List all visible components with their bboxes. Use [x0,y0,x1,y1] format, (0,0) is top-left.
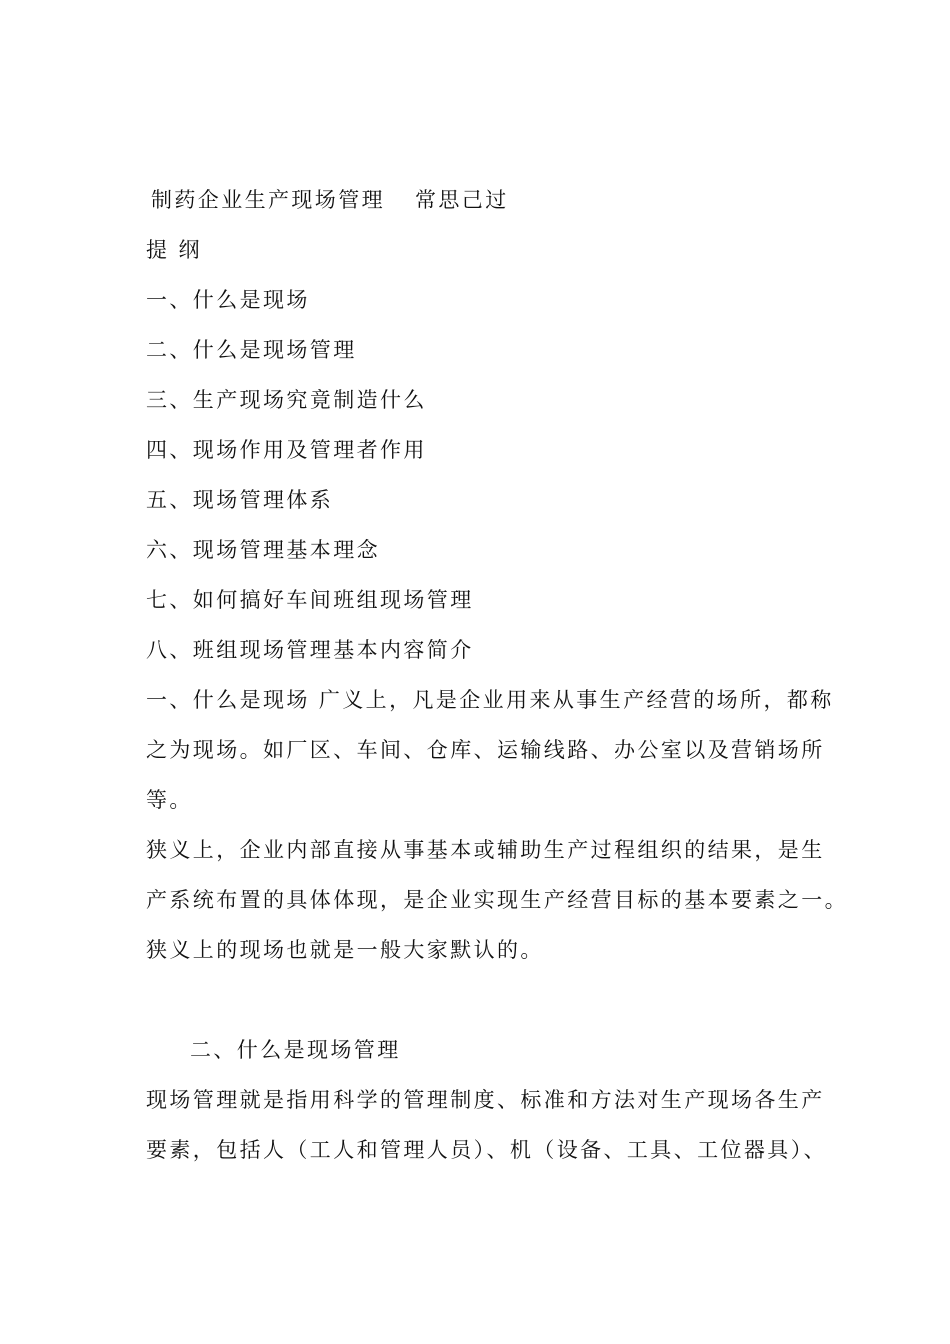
section2-paragraph-line: 要素，包括人（工人和管理人员）、机（设备、工具、工位器具）、 [146,1138,827,1162]
outline-item: 六、现场管理基本理念 [146,538,380,562]
section1-paragraph-line: 狭义上，企业内部直接从事基本或辅助生产过程组织的结果，是生 [146,838,825,862]
section1-paragraph-line: 等。 [146,788,193,812]
outline-item: 五、现场管理体系 [146,488,334,512]
section2-heading: 二、什么是现场管理 [190,1038,401,1062]
section1-paragraph-line: 之为现场。如厂区、车间、仓库、运输线路、办公室以及营销场所 [146,738,825,762]
section1-paragraph-line: 产系统布置的具体体现，是企业实现生产经营目标的基本要素之一。 [146,888,848,912]
outline-item: 七、如何搞好车间班组现场管理 [146,588,474,612]
section1-paragraph-line: 一、什么是现场 广义上，凡是企业用来从事生产经营的场所，都称 [146,688,834,712]
document-author: 常思己过 [415,188,509,212]
outline-item: 三、生产现场究竟制造什么 [146,388,427,412]
document-title: 制药企业生产现场管理 [151,188,385,212]
outline-heading: 提 纲 [146,238,202,262]
document-title-line [151,187,509,213]
outline-item: 二、什么是现场管理 [146,338,357,362]
section2-paragraph-line: 现场管理就是指用科学的管理制度、标准和方法对生产现场各生产 [146,1088,825,1112]
outline-item: 八、班组现场管理基本内容简介 [146,638,474,662]
section1-paragraph-line: 狭义上的现场也就是一般大家默认的。 [146,938,544,962]
outline-item: 一、什么是现场 [146,288,310,312]
outline-item: 四、现场作用及管理者作用 [146,438,427,462]
